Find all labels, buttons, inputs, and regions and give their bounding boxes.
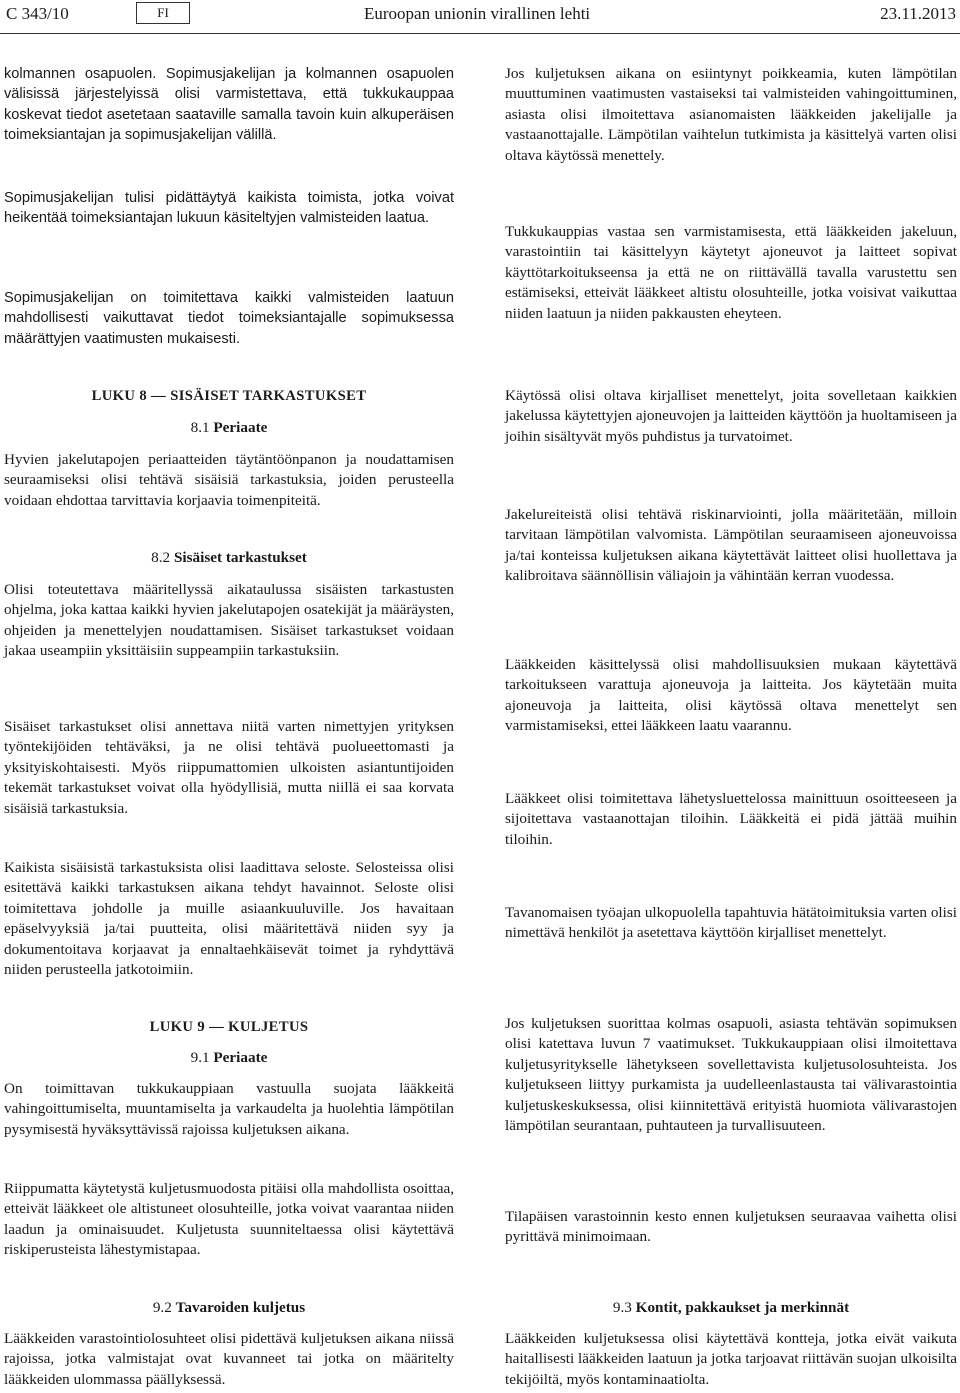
section-number: 8.2 — [151, 549, 171, 566]
section-heading — [4, 1298, 454, 1318]
journal-title: Euroopan unionin virallinen lehti — [364, 4, 591, 23]
language-badge: FI — [136, 2, 190, 24]
paragraph: Tavanomaisen työajan ulkopuolella tapahtuvia hätätoimituksia varten olisi nimettävä henkilöt ja asetettava käyttöön kirjalliset menettelyt. — [505, 904, 957, 942]
paragraph: Jos kuljetuksen aikana on esiintynyt poikkeamia, kuten lämpötilan muuttuminen vaatimusten vastaiseksi tai valmisteiden vahingoittuminen, asiasta olisi ilmoitettava asianomaisten lääkkeiden jakelijalle ja vastaanottajalle. Lämpötilan vaihtelun tutkimista ja käsittelyä varten olisi oltava käytössä menettely. — [505, 65, 957, 164]
section-number: 9.2 — [152, 1299, 172, 1316]
paragraph: Lääkkeiden kuljetuksessa olisi käytettävä kontteja, jotka eivät vaikuta haitallisesti lääkkeiden laatuun ja jotka tarjoavat riittävän suojan ulkoisilta tekijöiltä, myös kontaminaatiolta. — [505, 1330, 957, 1388]
chapter-heading: LUKU 9 — KULJETUS — [149, 1019, 309, 1035]
paragraph: Tukkukauppias vastaa sen varmistamisesta, että lääkkeiden jakeluun, varastointiin tai käsittelyyn käytetyt ajoneuvot ja laitteet sopivat käyttötarkoitukseensa ja että ne on riittävällä tavalla varustettu sen estämiseksi, etteivät lääkkeet altistu olosuhteille, jotka voisivat vaikuttaa niiden laatuun ja niiden pakkausten eheyteen. — [505, 223, 957, 322]
paragraph: Tilapäisen varastoinnin kesto ennen kuljetuksen seuraavaa vaihetta olisi pyrittävä minimoimaan. — [505, 1208, 957, 1246]
paragraph: Lääkkeet olisi toimitettava lähetysluettelossa mainittuun osoitteeseen ja sijoitettava vastaanottajan tiloihin. Lääkkeitä ei pidä jättää muihin tiloihin. — [505, 790, 957, 848]
paragraph: Lääkkeiden varastointiolosuhteet olisi pidettävä kuljetuksen aikana niissä rajoissa, jotka valmistajat ovat kuvanneet tai jotka on määritelty lääkkeiden ulommassa päällyksessä. — [4, 1330, 454, 1388]
section-title: Kontit, pakkaukset ja merkinnät — [635, 1299, 850, 1316]
section-number: 9.3 — [612, 1299, 632, 1316]
paragraph: Hyvien jakelutapojen periaatteiden täytäntöönpanon ja noudattamisen seuraamiseksi olisi tehtävä sisäisiä tarkastuksia, joiden perusteella voidaan ehdottaa tarvittavia korjaavia toimenpiteitä. — [4, 451, 454, 509]
section-heading — [4, 1048, 454, 1068]
paragraph: Käytössä olisi oltava kirjalliset menettelyt, joita sovelletaan kaikkien jakelussa käytettyjen ajoneuvojen ja laitteiden käyttöön ja huoltamiseen ja joihin sisältyvät myös puhdistus ja turvatoimet. — [505, 387, 957, 445]
paragraph: Jakelureiteistä olisi tehtävä riskinarviointi, jolla määritetään, milloin tarvitaan lämpötilan valvomista. Lämpötilan seuraamiseen ajoneuvoissa ja/tai konteissa kuljetuksen aikana käytettävät laitteet olisi huollettava ja kalibroitava säännöllisin väliajoin ja vähintään kerran vuodessa. — [505, 506, 957, 585]
paragraph: Sopimusjakelijan tulisi pidättäytyä kaikista toimista, jotka voivat heikentää toimeksiantajan lukuun käsiteltyjen valmisteiden laatua. — [4, 190, 454, 227]
section-number: 8.1 — [190, 419, 210, 436]
paragraph: Sopimusjakelijan on toimitettava kaikki valmisteiden laatuun mahdollisesti vaikuttavat tiedot toimeksiantajalle sopimuksessa määrättyjen vaatimusten mukaisesti. — [4, 290, 454, 347]
section-number: 9.1 — [190, 1049, 210, 1066]
paragraph: Kaikista sisäisistä tarkastuksista olisi laadittava seloste. Selosteissa olisi esitettävä kaikki tarkastuksen aikana tehdyt havainnot. Seloste olisi toimitettava johdolle ja muille asiaankuuluville. Jos havaitaan epäselvyyksiä ja/tai puutteita, olisi määritettävä niiden syy ja dokumentoitava korjaavat ja ennaltaehkäisevät toimet ja ryhdyttävä niiden perusteella jatkotoimiin. — [4, 859, 454, 979]
paragraph: kolmannen osapuolen. Sopimusjakelijan ja kolmannen osapuolen välisissä järjestelyissä olisi varmistettava, että tukkukauppaa koskevat tiedot asetetaan saataville samalla tavoin kuin alkuperäisen toimeksiantajan ja sopimusjakelijan välillä. — [4, 66, 454, 144]
paragraph: Sisäiset tarkastukset olisi annettava niitä varten nimettyjen yrityksen työntekijöiden tehtäväksi, ja ne olisi tehtävä puolueettomasti ja yksityiskohtaisesti. Myös riippumattomien ulkoisten asiantuntijoiden tekemät tarkastukset voivat olla hyödyllisiä, mutta niillä ei saa korvata sisäisiä tarkastuksia. — [4, 718, 454, 817]
paragraph: Jos kuljetuksen suorittaa kolmas osapuoli, asiasta tehtävän sopimuksen olisi katettava luvun 7 vaatimukset. Tukkukauppiaan olisi ilmoitettava kuljetusyritykselle lähetykseen sovellettavista kuljetusolosuhteista. Jos kuljetukseen liittyy purkamista ja uudelleenlastausta tai välivarastointia kuljetuskeskuksessa, olisi kiinnitettävä erityistä huomiota välivarastojen lämpötilan seurantaan, puhtauteen ja turvallisuuteen. — [505, 1015, 957, 1135]
section-heading — [4, 548, 454, 568]
document-reference: C 343/10 — [6, 4, 69, 23]
section-title: Periaate — [213, 1049, 268, 1066]
paragraph: Riippumatta käytetystä kuljetusmuodosta pitäisi olla mahdollista osoittaa, etteivät lääkkeet ole altistuneet olosuhteille, jotka voivat vaarantaa niiden laadun ja ominaisuudet. Kuljetusta suunniteltaessa olisi käytettävä riskiperusteista lähestymistapaa. — [4, 1180, 454, 1259]
section-title: Sisäiset tarkastukset — [173, 549, 307, 566]
section-title: Tavaroiden kuljetus — [175, 1299, 306, 1316]
paragraph: Olisi toteutettava määritellyssä aikataulussa sisäisten tarkastusten ohjelma, joka kattaa kaikki hyvien jakelutapojen osatekijät ja määräysten, ohjeiden ja menettelyjen noudattamisen. Sisäiset tarkastukset voidaan jakaa useampiin yksittäisiin suppeampiin tarkastuksiin. — [4, 581, 454, 660]
page-header — [0, 0, 960, 34]
section-heading — [4, 418, 454, 438]
paragraph: Lääkkeiden käsittelyssä olisi mahdollisuuksien mukaan käytettävä tarkoitukseen varattuja ajoneuvoja ja laitteita. Jos käytetään muita ajoneuvoja ja laitteita, olisi käytössä oltava menettelyt sen varmistamiseksi, ettei lääkkeen laatu vaarannu. — [505, 656, 957, 735]
chapter-heading: LUKU 8 — SISÄISET TARKASTUKSET — [91, 388, 367, 404]
section-title: Periaate — [213, 419, 268, 436]
paragraph: On toimittavan tukkukauppiaan vastuulla suojata lääkkeitä vahingoittumiselta, muuntamiselta ja varkaudelta ja huolehtia lämpötilan pysymisestä hyväksyttävissä rajoissa kuljetuksen aikana. — [4, 1080, 454, 1138]
header-divider — [0, 33, 960, 34]
publication-date: 23.11.2013 — [880, 4, 956, 23]
section-heading — [505, 1298, 957, 1318]
